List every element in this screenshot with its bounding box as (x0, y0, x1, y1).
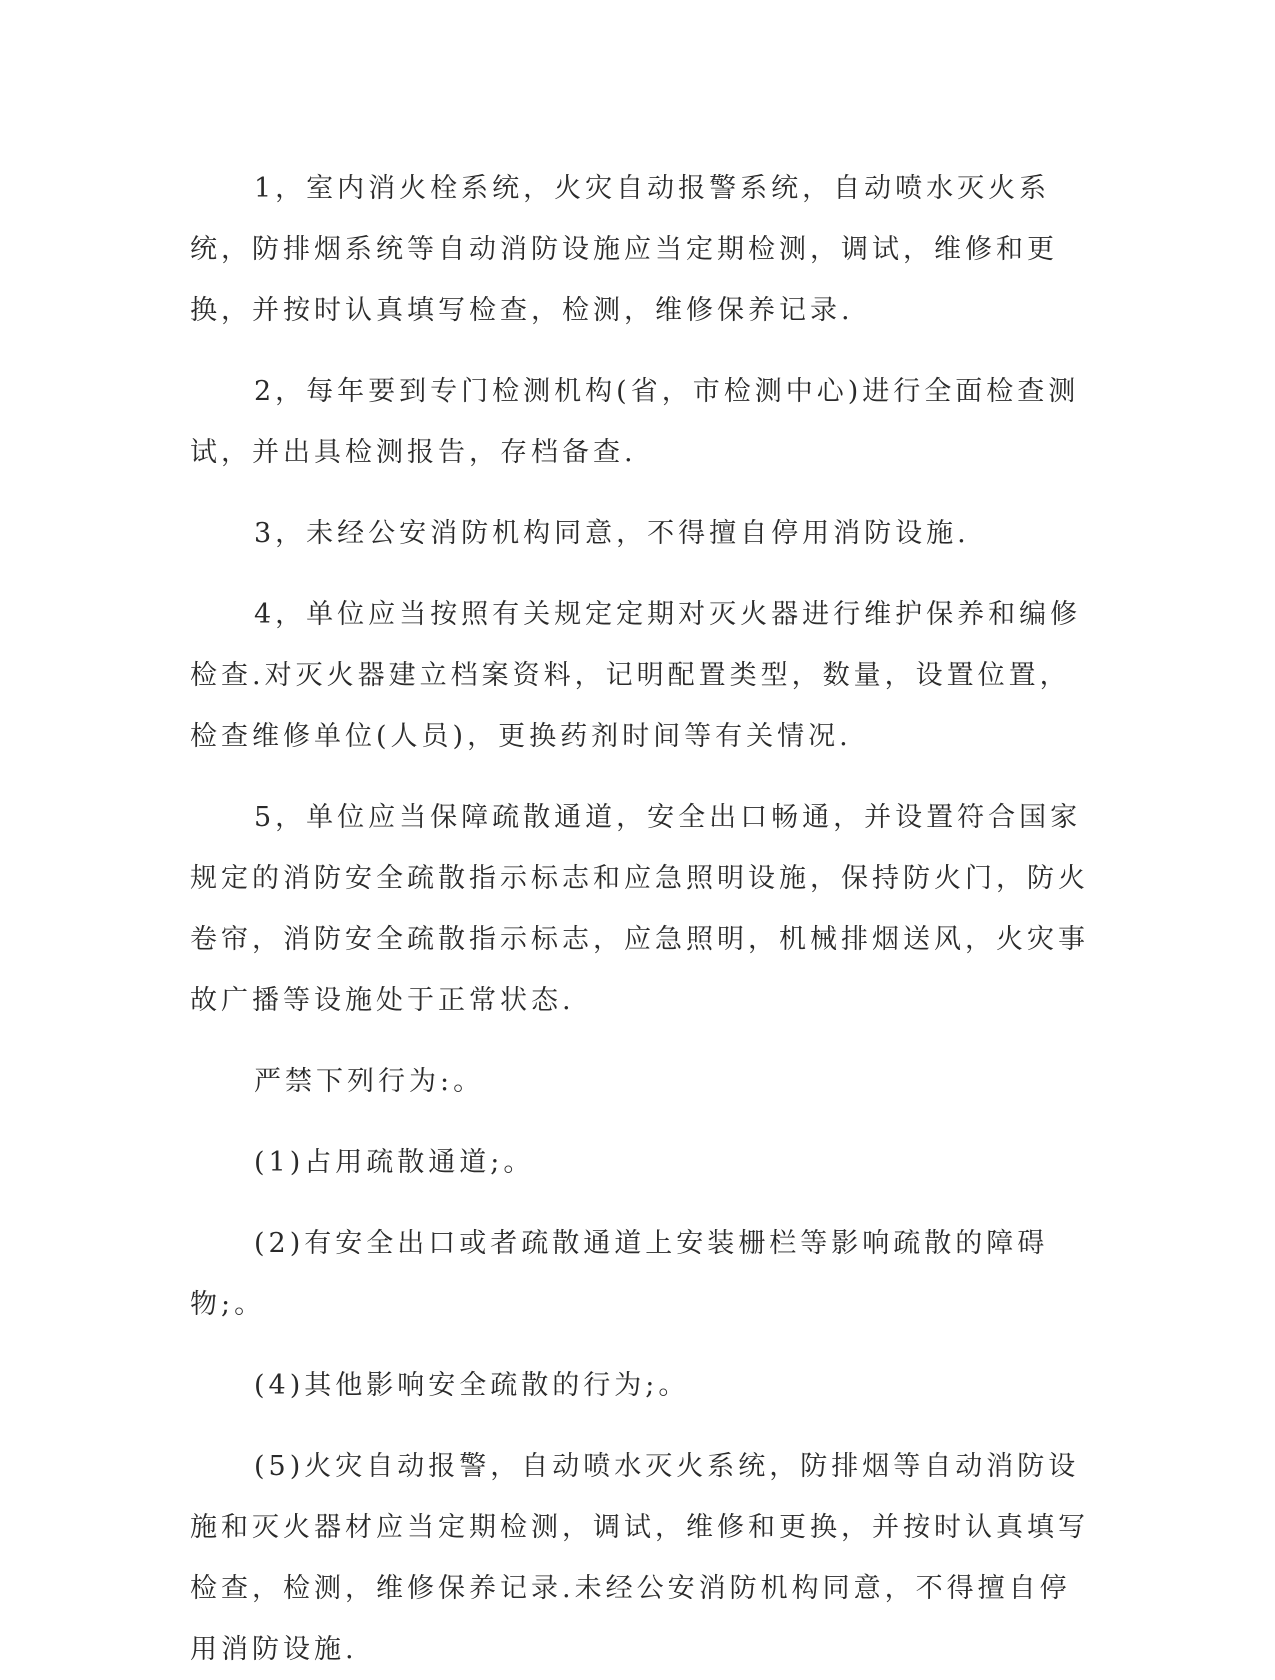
prohibited-item-4: (4)其他影响安全疏散的行为;。 (254, 1370, 690, 1401)
paragraph-5-evacuation-routes: 5，单位应当保障疏散通道，安全出口畅通，并设置符合国家规定的消防安全疏散指示标志和应急照明设施，保持防火门，防火卷帘，消防安全疏散指示标志，应急照明，机械排烟送风，火灾事故广播等设施处于正常状态. (190, 802, 1089, 1016)
prohibited-item-1: (1)占用疏散通道;。 (254, 1147, 535, 1178)
document-body (190, 158, 1090, 1680)
paragraph-1-fire-hydrant-system: 1，室内消火栓系统，火灾自动报警系统，自动喷水灭火系统，防排烟系统等自动消防设施应当定期检测，调试，维修和更换，并按时认真填写检查，检测，维修保养记录. (190, 173, 1058, 326)
paragraph-4-extinguisher-maintenance: 4，单位应当按照有关规定定期对灭火器进行维护保养和编修检查.对灭火器建立档案资料，记明配置类型，数量，设置位置，检查维修单位(人员)，更换药剂时间等有关情况. (190, 599, 1082, 752)
paragraph-3-no-unauthorized-disable: 3，未经公安消防机构同意，不得擅自停用消防设施. (254, 518, 970, 549)
prohibited-item-5: (5)火灾自动报警，自动喷水灭火系统，防排烟等自动消防设施和灭火器材应当定期检测，调试，维修和更换，并按时认真填写检查，检测，维修保养记录.未经公安消防机构同意，不得擅自停用消防设施. (190, 1451, 1089, 1665)
prohibited-behaviors-heading: 严禁下列行为:。 (254, 1066, 485, 1097)
prohibited-item-2: (2)有安全出口或者疏散通道上安装栅栏等影响疏散的障碍物;。 (190, 1228, 1049, 1320)
paragraph-2-annual-inspection: 2，每年要到专门检测机构(省，市检测中心)进行全面检查测试，并出具检测报告，存档备查. (190, 376, 1080, 468)
